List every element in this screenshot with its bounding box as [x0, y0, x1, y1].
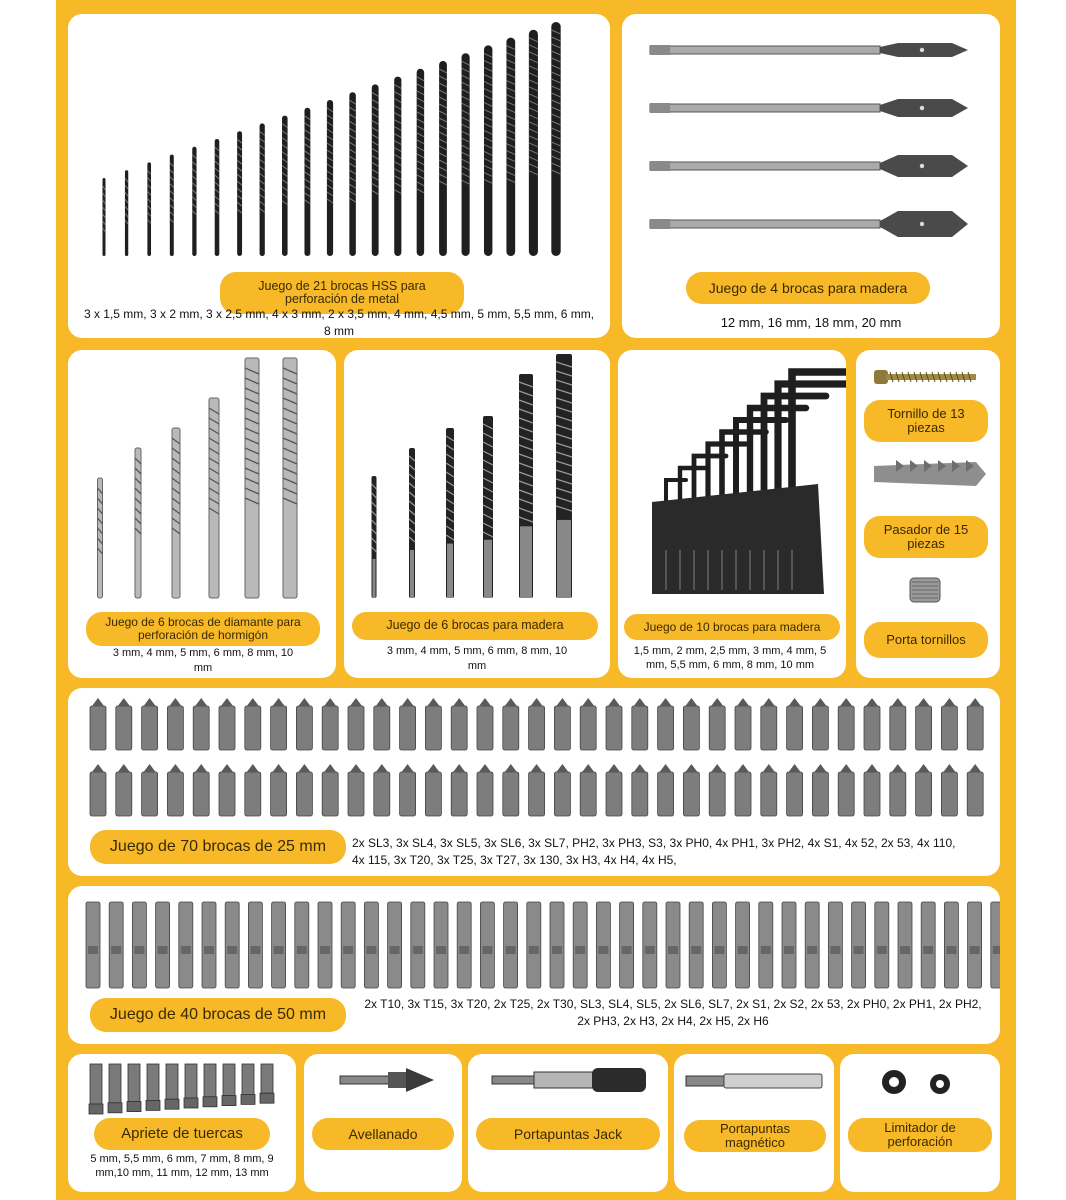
panel-hex-set: [618, 350, 846, 678]
spade-set-sizes: 12 mm, 16 mm, 18 mm, 20 mm: [720, 315, 902, 330]
bits-50-codes: 2x T10, 3x T15, 3x T20, 2x T25, 2x T30, SL3, SL4, SL5, 2x SL6, SL7, 2x S1, 2x S2, 2x 53, 2x PH0, 2x PH1, 2x PH2, 2x PH3, 2x H3, 2x H4, 2x H5, 2x H6: [364, 997, 982, 1029]
spade-set-label: Juego de 4 brocas para madera: [686, 272, 930, 304]
panel-accessories: [856, 350, 1000, 678]
panel-depth-stop: [840, 1054, 1000, 1192]
wall-plug-label: Pasador de 15 piezas: [864, 516, 988, 558]
panel-wood-set: [344, 350, 610, 678]
hex-set-sizes: 1,5 mm, 2 mm, 2,5 mm, 3 mm, 4 mm, 5 mm, 5,5 mm, 6 mm, 8 mm, 10 mm: [633, 645, 827, 672]
countersink-label: Avellanado: [312, 1118, 454, 1150]
panel-masonry-set: [68, 350, 336, 678]
panel-jack: [468, 1054, 668, 1192]
wood-set-sizes: 3 mm, 4 mm, 5 mm, 6 mm, 8 mm, 10 mm: [386, 645, 568, 672]
nut-drivers-label: Apriete de tuercas: [94, 1118, 270, 1150]
hss-set-sizes: 3 x 1,5 mm, 3 x 2 mm, 3 x 2,5 mm, 4 x 3 mm, 2 x 3,5 mm, 4 mm, 4,5 mm, 5 mm, 5,5 mm, 6 mm, 8 mm: [83, 307, 595, 338]
panel-spade-set: [622, 14, 1000, 338]
panel-countersink: [304, 1054, 462, 1192]
bits-50-label: Juego de 40 brocas de 50 mm: [90, 998, 346, 1032]
hss-set-label: Juego de 21 brocas HSS para perforación de metal: [220, 272, 464, 314]
holder-label: Porta tornillos: [864, 622, 988, 658]
jack-label: Portapuntas Jack: [476, 1118, 660, 1150]
bits-25-codes: 2x SL3, 3x SL4, 3x SL5, 3x SL6, 3x SL7, PH2, 3x PH3, S3, 3x PH0, 4x PH1, 3x PH2, 4x S1, 4x 52, 2x 53, 4x 110, 4x 115, 3x T20, 3x T25, 3x T27, 3x 130, 3x H3, 4x H4, 4x H5,: [352, 836, 956, 867]
hex-set-label: Juego de 10 brocas para madera: [624, 614, 840, 640]
screw-label: Tornillo de 13 piezas: [864, 400, 988, 442]
panel-hss-set: [68, 14, 610, 338]
bits-25-label: Juego de 70 brocas de 25 mm: [90, 830, 346, 864]
nut-drivers-sizes: 5 mm, 5,5 mm, 6 mm, 7 mm, 8 mm, 9 mm,10 mm, 11 mm, 12 mm, 13 mm: [90, 1153, 274, 1180]
magnetic-label: Portapuntas magnético: [684, 1120, 826, 1152]
panel-nut-drivers: [68, 1054, 296, 1192]
masonry-set-sizes: 3 mm, 4 mm, 5 mm, 6 mm, 8 mm, 10 mm: [112, 647, 294, 674]
panel-bits-25: [68, 688, 1000, 876]
depth-stop-label: Limitador de perforación: [848, 1118, 992, 1152]
panel-bits-50: [68, 886, 1000, 1044]
wood-set-label: Juego de 6 brocas para madera: [352, 612, 598, 640]
masonry-set-label: Juego de 6 brocas de diamante para perforación de hormigón: [86, 612, 320, 646]
panel-magnetic: [674, 1054, 834, 1192]
